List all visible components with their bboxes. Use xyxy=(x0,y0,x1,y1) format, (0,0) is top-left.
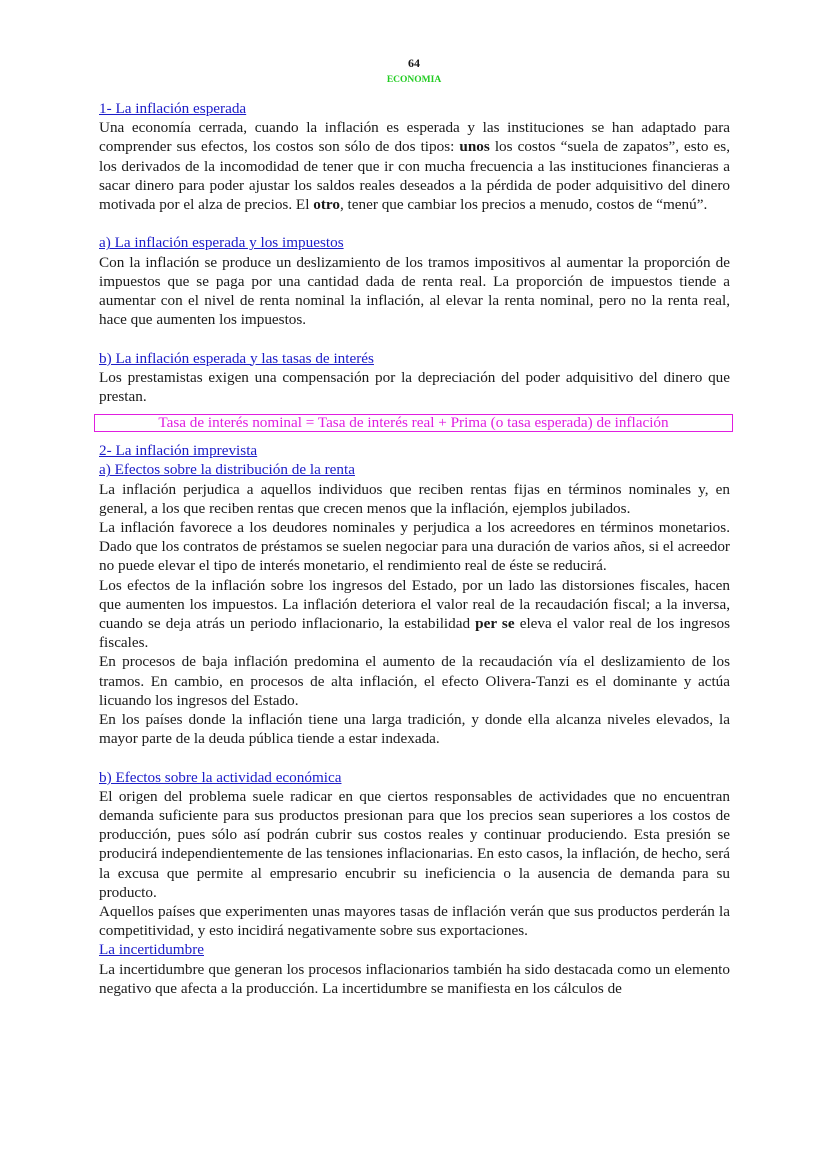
bold-term-unos: unos xyxy=(459,138,490,156)
paragraph-taxes: Con la inflación se produce un deslizamiento de los tramos impositivos al aumentar la proporción de impuestos que se paga por una cantidad dada de renta real. La proporción de impuestos tiende a aumentar con el nivel de renta nominal la inflación, al elevar la renta nominal, pero no la renta real, hace que aumenten los impuestos. xyxy=(99,253,730,329)
section-heading-economic-activity: b) Efectos sobre la actividad económica xyxy=(99,768,342,786)
paragraph-expected-inflation-costs xyxy=(99,118,730,214)
section-heading-expected-inflation: 1- La inflación esperada xyxy=(99,100,247,117)
paragraph-origin-problem: El origen del problema suele radicar en que ciertos responsables de actividades que no encuentran demanda suficiente para sus productos presionan para que los precios sean superiores a los costos de producción, pues sólo así podrán cubrir sus costos reales y continuar produciendo. Esta presión se producirá independientemente de las tensiones inflacionarias. En esto casos, la inflación, de hecho, será la excusa que permite al empresario encubrir su ineficiencia o la ausencia de demanda para su producto. xyxy=(99,787,730,901)
text-run: Una economía cerrada, cuando la inflación es esperada y las instituciones se han adaptado para comprender sus efectos, los costos son sólo de dos tipos: xyxy=(99,119,730,156)
spacer xyxy=(99,748,730,767)
paragraph-fixed-income: La inflación perjudica a aquellos individuos que reciben rentas fijas en términos nominales y, en general, a los que reciben rentas que crecen menos que la inflación, ejemplos jubilados. xyxy=(99,480,730,517)
paragraph-indexed-debt: En los países donde la inflación tiene una larga tradición, y donde ella alcanza niveles elevados, la mayor parte de la deuda pública tiende a estar indexada. xyxy=(99,711,730,748)
section-heading-unexpected-inflation: 2- La inflación imprevista xyxy=(99,442,258,460)
section-heading-income-distribution: a) Efectos sobre la distribución de la renta xyxy=(99,461,355,479)
paragraph-interest-rates: Los prestamistas exigen una compensación por la depreciación del poder adquisitivo del dinero que prestan. xyxy=(99,368,730,406)
text-run: , tener que cambiar los precios a menudo, costos de “menú”. xyxy=(339,196,708,214)
section-heading-taxes: a) La inflación esperada y los impuestos xyxy=(99,234,344,252)
paragraph-state-revenue xyxy=(99,576,730,653)
bold-term-otro: otro xyxy=(313,196,340,214)
text-run: Los efectos de la inflación sobre los ingresos del Estado, por un lado las distorsiones fiscales, hacen que aumenten los impuestos. La inflación deteriora el valor real de la recaudación fiscal; a la inversa, cuando se deja atrás un periodo inflacionario, la estabilidad xyxy=(99,576,730,633)
interest-rate-formula-box: Tasa de interés nominal = Tasa de interés real + Prima (o tasa esperada) de inflación xyxy=(94,414,733,432)
paragraph-debtors-creditors: La inflación favorece a los deudores nominales y perjudica a los acreedores en términos monetarios. Dado que los contratos de préstamos se suelen negociar para una duración de varios años, si el acreedor no puede elevar el tipo de interés monetario, el rendimiento real de éste se reducirá. xyxy=(99,519,730,575)
page-content xyxy=(99,99,730,998)
section-heading-interest-rates: b) La inflación esperada y las tasas de interés xyxy=(99,349,374,367)
page-number: 64 xyxy=(408,56,420,70)
text-run: eleva el valor real de los ingresos fiscales. xyxy=(99,615,730,652)
text-run: los costos “suela de zapatos”, esto es, los derivados de la incomodidad de tener que ir con mucha frecuencia a las instituciones financieras a sacar dinero para poder ajustar los saldos reales deseados a la pérdida de poder adquisitivo del dinero motivada por el alza de precios. El xyxy=(99,138,730,214)
paragraph-uncertainty: La incertidumbre que generan los procesos inflacionarios también ha sido destacada como un elemento negativo que afecta a la producción. La incertidumbre se manifiesta en los cálculos de xyxy=(99,960,730,997)
running-head: ECONOMIA xyxy=(386,75,442,85)
paragraph-olivera-tanzi: En procesos de baja inflación predomina el aumento de la recaudación vía el deslizamiento de los tramos. En cambio, en procesos de alta inflación, el efecto Olivera-Tanzi es el dominante y actúa licuando los ingresos del Estado. xyxy=(99,653,730,709)
spacer xyxy=(99,329,730,348)
section-heading-uncertainty: La incertidumbre xyxy=(99,941,204,959)
paragraph-competitiveness: Aquellos países que experimenten unas mayores tasas de inflación verán que sus productos perderán la competitividad, y esto incidirá negativamente sobre sus exportaciones. xyxy=(99,903,730,940)
bold-term-per-se: per se xyxy=(475,615,515,633)
spacer xyxy=(99,214,730,233)
